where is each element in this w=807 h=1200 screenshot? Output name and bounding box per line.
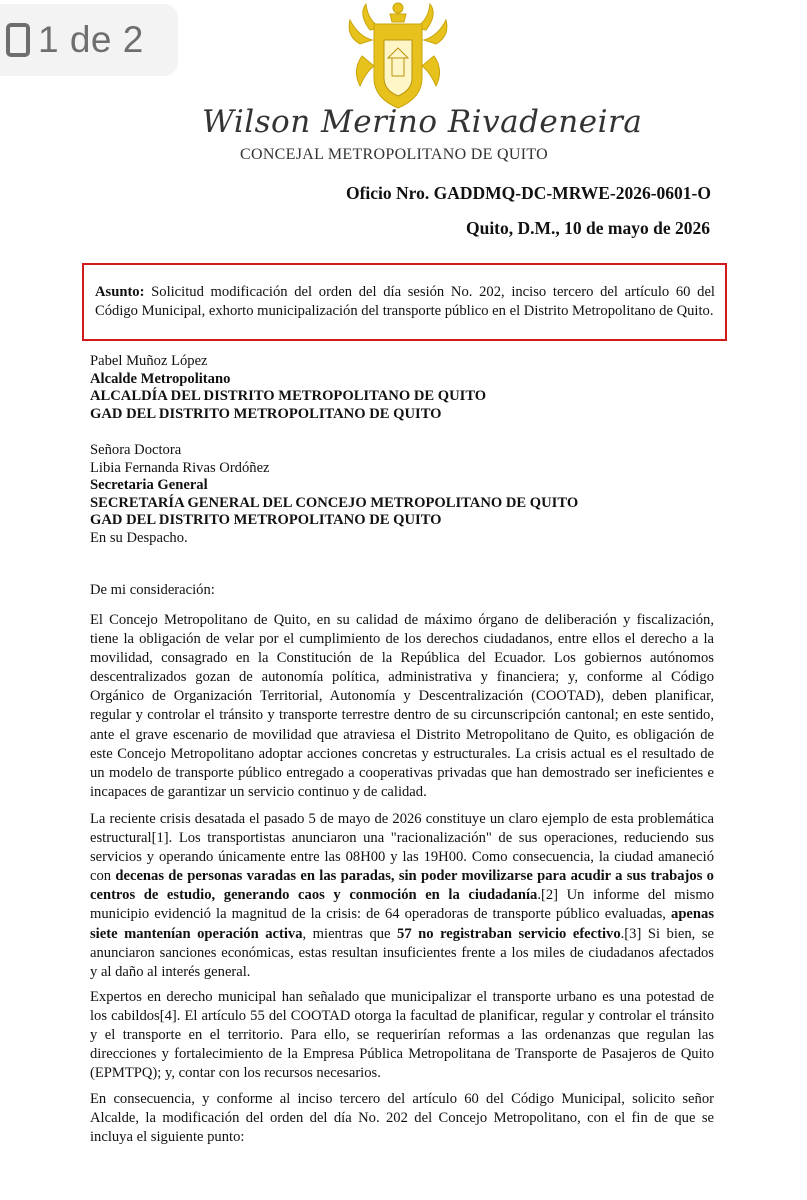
recipient-salutation: Señora Doctora — [90, 442, 182, 458]
paragraph-line: movilidad, consagrado en la Constitución de la República del Ecuador. Los gobiernos autónomos — [90, 650, 714, 667]
paragraph-line: descentralizados gozan de autonomía política, administrativa y financiera; y, conforme al Código — [90, 669, 714, 686]
paragraph-line: incapaces de garantizar un servicio continuo y de calidad. — [90, 783, 427, 800]
paragraph-line — [90, 925, 714, 944]
paragraph-line: ante el grave escenario de movilidad que atraviesa el Distrito Metropolitano de Quito, es obligación de — [90, 726, 714, 743]
recipient-closing: En su Despacho. — [90, 529, 188, 546]
paragraph-line: un modelo de transporte público entregado a cooperativas privadas que han demostrado ser ineficientes e — [90, 764, 714, 781]
document-date: Quito, D.M., 10 de mayo de 2026 — [465, 218, 710, 238]
subject-label: Asunto: — [95, 284, 145, 300]
letterhead-name: Wilson Merino Rivadeneira — [202, 104, 643, 140]
bold-text-run: decenas de personas varadas en las paradas, sin poder movilizarse para acudir a sus trabajos o — [115, 868, 714, 885]
paragraph-line: El Concejo Metropolitano de Quito, en su calidad de máximo órgano de deliberación y fiscalización, — [90, 612, 714, 628]
paragraph-line: este Concejo Metropolitano adoptar acciones concretas y estructurales. La crisis actual es el resultado de — [90, 745, 714, 762]
recipient-org: GAD DEL DISTRITO METROPOLITANO DE QUITO — [90, 512, 442, 528]
recipient-org: GAD DEL DISTRITO METROPOLITANO DE QUITO — [90, 405, 442, 422]
greeting — [90, 582, 718, 600]
text-run: , mientras que — [302, 925, 398, 942]
paragraph-line — [90, 867, 714, 886]
paragraph-line: tiene la obligación de velar por el cumplimiento de los derechos ciudadanos, entre ellos el derecho a la — [90, 631, 714, 648]
paragraph-line: direcciones y fortalecimiento de la Empresa Pública Metropolitana de Transporte de Pasajeros de Quito — [90, 1046, 714, 1063]
page-icon — [6, 23, 30, 57]
paragraph-line: La reciente crisis desatada el pasado 5 de mayo de 2026 constituye un claro ejemplo de esta problemática — [90, 811, 714, 827]
bold-text-run: apenas — [671, 906, 714, 923]
body-paragraph-3 — [90, 988, 714, 1083]
recipient-name: Pabel Muñoz López — [90, 353, 208, 369]
page-indicator-label: 1 de 2 — [38, 19, 144, 60]
paragraph-line — [90, 905, 714, 924]
body-paragraph-4 — [90, 1090, 714, 1147]
bold-text-run: centros de estudio, generando caos y conmoción en la ciudadanía — [90, 887, 538, 904]
bold-text-run: 57 no registraban servicio efectivo — [397, 925, 621, 942]
coat-of-arms-logo — [338, 0, 458, 112]
recipient-role: Alcalde Metropolitano — [90, 370, 231, 387]
text-run: municipio evidenció la magnitud de la crisis: de 64 operadoras de transporte público evaluadas, — [90, 906, 672, 923]
bold-text-run: siete mantenían operación activa — [90, 925, 303, 942]
paragraph-line — [90, 886, 714, 905]
greeting-text: De mi consideración: — [90, 582, 215, 598]
recipient-org: SECRETARÍA GENERAL DEL CONCEJO METROPOLITANO DE QUITO — [90, 494, 579, 511]
paragraph-line: y al daño al interés general. — [90, 963, 251, 980]
page-indicator — [0, 4, 178, 76]
text-run: .[2] Un informe del mismo — [537, 887, 714, 904]
paragraph-line: regular y controlar el tránsito y transporte terrestre dentro de su circunscripción cantonal; en este sentido, — [90, 707, 714, 724]
paragraph-line: Expertos en derecho municipal han señalado que municipalizar el transporte urbano es una potestad de — [90, 989, 714, 1005]
text-run: .[3] Si bien, se — [620, 925, 714, 942]
paragraph-line: servicios y operando únicamente entre las 08H00 y las 19H00. Como consecuencia, la ciudad amaneció — [90, 849, 714, 866]
paragraph-line: Alcalde, la modificación del orden del día No. 202 del Concejo Metropolitano, con el fin de que se — [90, 1110, 714, 1127]
paragraph-line: anunciaron sanciones económicas, estas resultan insuficientes frente a los miles de ciudadanos afectados — [90, 944, 714, 961]
paragraph-line: los cabildos[4]. El artículo 55 del COOTAD otorga la facultad de planificar, regular y controlar el tránsito — [90, 1008, 714, 1025]
body-paragraph-2 — [90, 810, 714, 982]
subject-text: Solicitud modificación del orden del día sesión No. 202, inciso tercero del artículo 60 del Código Municipal, exhorto municipalización del transporte público en el Distrito Metropolitano de Quito. — [95, 284, 715, 319]
paragraph-line: Orgánico de Organización Territorial, Autonomía y Descentralización (COOTAD), deben planificar, — [90, 688, 714, 705]
recipient-block-1 — [90, 353, 718, 423]
paragraph-line: estructural[1]. Los transportistas anunciaron una "racionalización" de sus operaciones, reduciendo sus — [90, 830, 714, 847]
recipient-org: ALCALDÍA DEL DISTRITO METROPOLITANO DE QUITO — [90, 388, 487, 404]
recipient-role: Secretaria General — [90, 477, 208, 493]
subject-box — [82, 263, 727, 341]
body-paragraph-1 — [90, 611, 714, 802]
paragraph-line: En consecuencia, y conforme al inciso tercero del artículo 60 del Código Municipal, solicito señor — [90, 1091, 714, 1107]
text-run: con — [90, 868, 116, 885]
recipient-block-2 — [90, 442, 718, 547]
letterhead-title: CONCEJAL METROPOLITANO DE QUITO — [240, 146, 549, 163]
recipient-name: Libia Fernanda Rivas Ordóñez — [90, 459, 270, 476]
paragraph-line: (EPMTPQ); y, contar con los recursos necesarios. — [90, 1065, 381, 1082]
document-reference: Oficio Nro. GADDMQ-DC-MRWE-2026-0601-O — [345, 183, 711, 203]
paragraph-line: incluya el siguiente punto: — [90, 1129, 245, 1146]
paragraph-line: y el transporte en el territorio. Para ello, se requerirían reformas a las ordenanzas que regulan las — [90, 1027, 714, 1044]
